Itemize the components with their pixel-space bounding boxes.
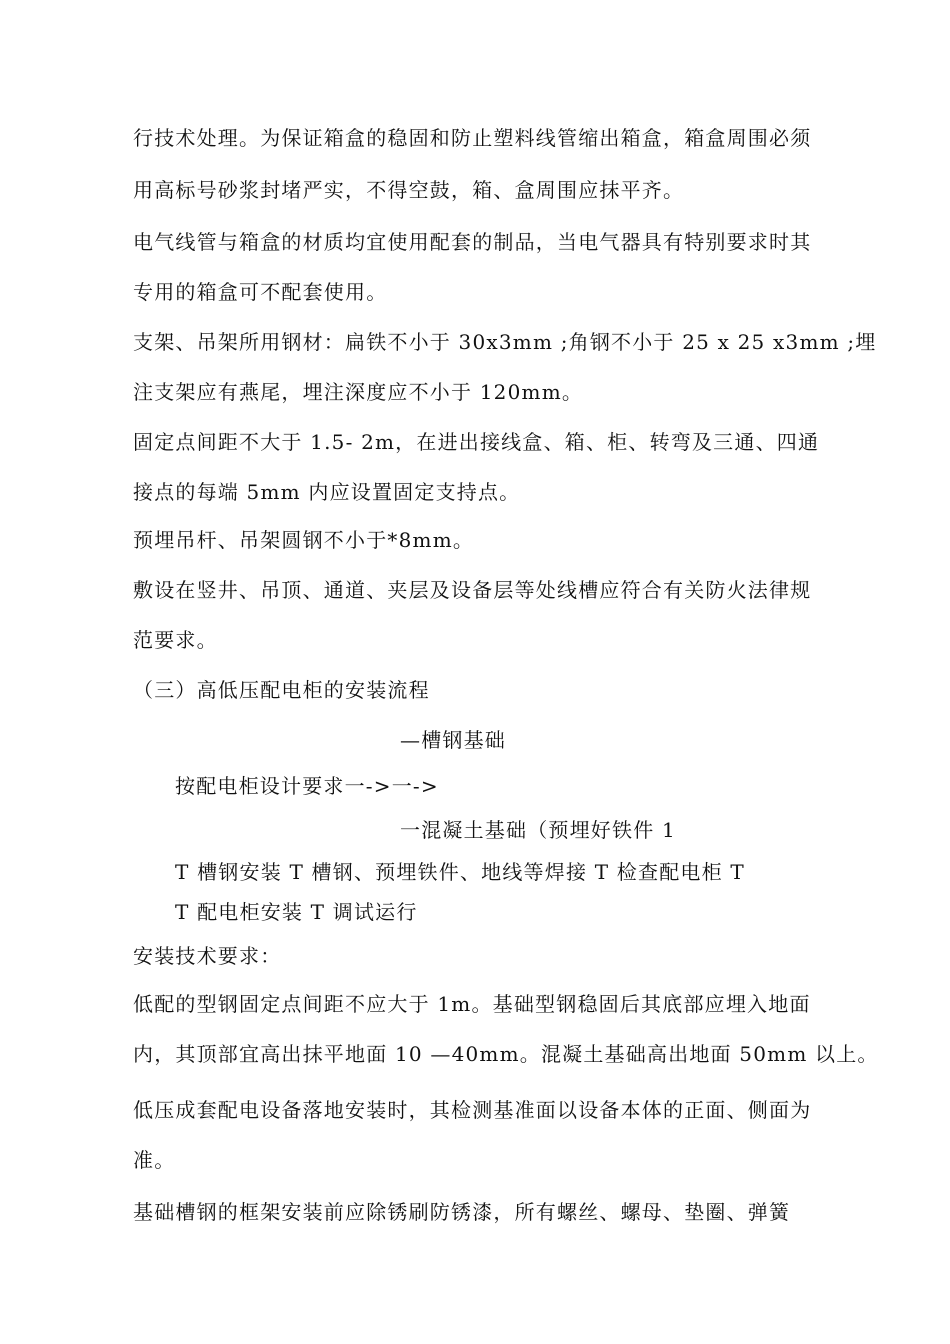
flow-step: 按配电柜设计要求一->一-> bbox=[175, 774, 439, 798]
paragraph-line: 基础槽钢的框架安装前应除锈刷防锈漆，所有螺丝、螺母、垫圈、弹簧 bbox=[133, 1200, 791, 1224]
flow-step: —槽钢基础 bbox=[400, 728, 506, 752]
paragraph-line: 准。 bbox=[133, 1148, 176, 1172]
flow-step: 一混凝土基础（预埋好铁件 1 bbox=[400, 818, 676, 842]
paragraph-line: 用高标号砂浆封堵严实，不得空鼓，箱、盒周围应抹平齐。 bbox=[133, 178, 685, 202]
paragraph-line: 接点的每端 5mm 内应设置固定支持点。 bbox=[133, 480, 521, 504]
paragraph-line: 注支架应有燕尾，埋注深度应不小于 120mm。 bbox=[133, 380, 584, 404]
paragraph-line: 支架、吊架所用钢材：扁铁不小于 30x3mm ;角钢不小于 25 x 25 x3mm ;埋 bbox=[133, 330, 877, 354]
paragraph-line: 低配的型钢固定点间距不应大于 1m。基础型钢稳固后其底部应埋入地面 bbox=[133, 992, 811, 1016]
paragraph-line: 行技术处理。为保证箱盒的稳固和防止塑料线管缩出箱盒，箱盒周围必须 bbox=[133, 126, 812, 150]
section-heading: （三）高低压配电柜的安装流程 bbox=[133, 678, 430, 702]
subheading: 安装技术要求： bbox=[133, 944, 282, 968]
paragraph-line: 范要求。 bbox=[133, 628, 218, 652]
paragraph-line: 电气线管与箱盒的材质均宜使用配套的制品，当电气器具有特别要求时其 bbox=[133, 230, 812, 254]
flow-step: T 配电柜安装 T 调试运行 bbox=[175, 900, 418, 924]
flow-step: T 槽钢安装 T 槽钢、预埋铁件、地线等焊接 T 检查配电柜 T bbox=[175, 860, 745, 884]
paragraph-line: 专用的箱盒可不配套使用。 bbox=[133, 280, 388, 304]
paragraph-line: 预埋吊杆、吊架圆钢不小于*8mm。 bbox=[133, 528, 475, 552]
paragraph-line: 内，其顶部宜高出抹平地面 10 —40mm。混凝土基础高出地面 50mm 以上。 bbox=[133, 1042, 879, 1066]
paragraph-line: 固定点间距不大于 1.5- 2m，在进出接线盒、箱、柜、转弯及三通、四通 bbox=[133, 430, 820, 454]
paragraph-line: 低压成套配电设备落地安装时，其检测基准面以设备本体的正面、侧面为 bbox=[133, 1098, 812, 1122]
paragraph-line: 敷设在竖井、吊顶、通道、夹层及设备层等处线槽应符合有关防火法律规 bbox=[133, 578, 812, 602]
